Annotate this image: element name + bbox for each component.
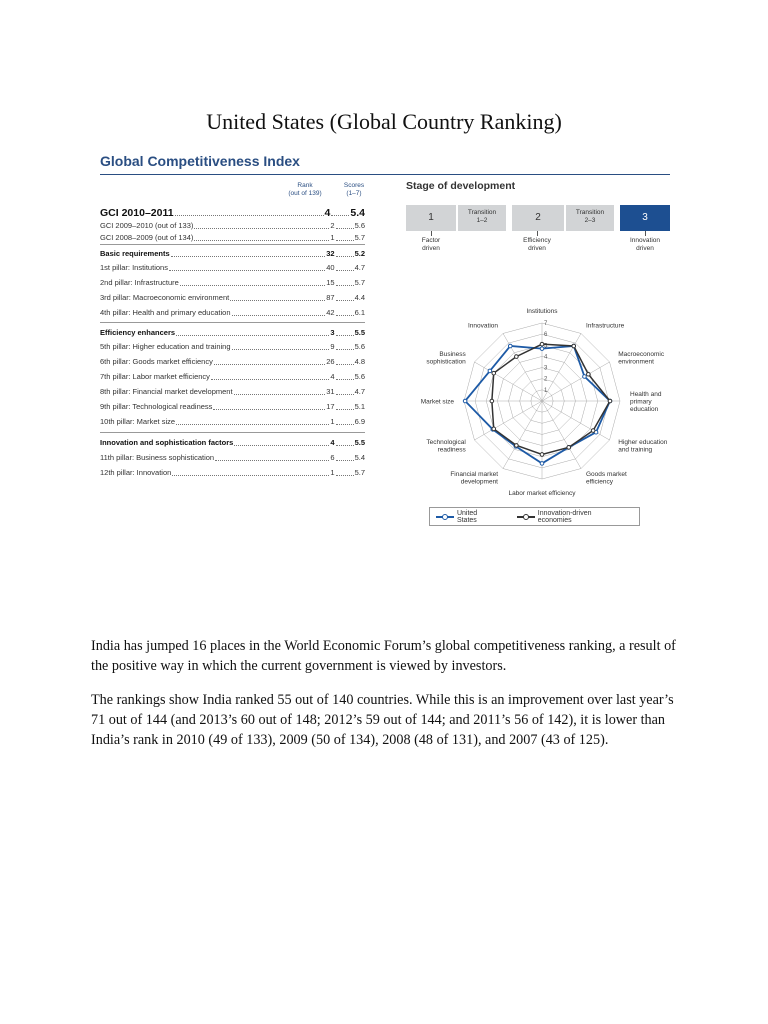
dot-leader: [234, 445, 329, 446]
radar-data-point: [515, 355, 519, 359]
gci-table-row: [100, 261, 365, 273]
dot-leader: [234, 394, 326, 395]
radar-data-point: [567, 446, 571, 450]
chart-legend: [429, 507, 640, 526]
radar-data-point: [508, 344, 512, 348]
dot-leader: [169, 270, 325, 271]
row-label: Efficiency enhancers: [100, 328, 176, 337]
dot-leader: [213, 409, 325, 410]
radar-axis-label: Financial market development: [450, 470, 498, 486]
row-score: 5.6: [354, 372, 365, 381]
dot-leader: [211, 379, 329, 380]
gci-table-row: [100, 247, 365, 259]
legend-label: Innovation-driven economies: [537, 509, 592, 524]
row-label: 4th pillar: Health and primary education: [100, 308, 231, 317]
gci-table-row: [100, 415, 365, 427]
gci-title-rule: [100, 174, 670, 175]
radar-data-point: [463, 399, 467, 403]
dot-leader: [336, 424, 354, 425]
row-score: 5.6: [354, 221, 365, 230]
gci-title: Global Competitiveness Index: [100, 153, 300, 169]
stage-box: 2: [512, 205, 564, 231]
gci-table-row: [100, 340, 365, 352]
dot-leader: [336, 270, 354, 271]
radar-scale-tick: 7: [544, 321, 548, 327]
radar-axis-label: Higher education and training: [618, 438, 668, 454]
row-rank: 4: [330, 372, 335, 381]
radar-scale-tick: 2: [544, 376, 548, 383]
radar-axis-label: Technological readiness: [426, 438, 466, 454]
row-score: 5.4: [350, 207, 365, 219]
stage-box: 1: [406, 205, 456, 231]
gci-figure: [100, 150, 670, 530]
radar-series-line: [492, 344, 610, 454]
gci-table-row: [100, 400, 365, 412]
legend-item-united-states: [436, 510, 499, 524]
gci-table-row: [100, 355, 365, 367]
radar-data-point: [492, 371, 496, 375]
row-rank: 15: [326, 278, 335, 287]
table-separator: [100, 322, 365, 323]
radar-axis-label: Infrastructure: [586, 322, 625, 330]
radar-scale-tick: 3: [544, 365, 548, 372]
dot-leader: [336, 285, 354, 286]
radar-data-point: [608, 399, 612, 403]
radar-axis-label: Health and primary education: [630, 391, 662, 413]
radar-scale-tick: 1: [544, 387, 548, 394]
gci-table-row: [100, 291, 365, 303]
row-label: 9th pillar: Technological readiness: [100, 402, 213, 411]
row-score: 6.1: [354, 308, 365, 317]
legend-label: United States: [456, 509, 478, 524]
radar-data-point: [587, 372, 591, 376]
row-score: 6.9: [354, 417, 365, 426]
row-label: 10th pillar: Market size: [100, 417, 176, 426]
dot-leader: [176, 424, 329, 425]
row-rank: 40: [326, 263, 335, 272]
table-separator: [100, 432, 365, 433]
row-rank: 32: [326, 249, 335, 258]
row-rank: 42: [326, 308, 335, 317]
row-label: 2nd pillar: Infrastructure: [100, 278, 179, 287]
stage-label: Efficiency driven: [523, 237, 551, 252]
dot-leader: [336, 228, 354, 229]
row-label: 11th pillar: Business sophistication: [100, 453, 215, 462]
row-rank: 17: [326, 402, 335, 411]
radar-data-point: [490, 399, 494, 403]
dot-leader: [171, 256, 326, 257]
dot-leader: [176, 335, 329, 336]
dot-leader: [336, 300, 354, 301]
row-label: Innovation and sophistication factors: [100, 438, 234, 447]
table-separator: [100, 244, 365, 245]
paragraph-1: India has jumped 16 places in the World Economic Forum’s global competitiveness ranking, a result of the positive way in which the current government is viewed by investors.: [91, 638, 676, 674]
radar-data-point: [540, 453, 544, 457]
dot-leader: [336, 240, 354, 241]
row-label: 8th pillar: Financial market development: [100, 387, 233, 396]
radar-data-point: [572, 344, 576, 348]
dot-leader: [194, 240, 329, 241]
score-column-header: Scores (1–7): [343, 182, 365, 197]
gci-table-row: [100, 219, 365, 231]
dot-leader: [336, 379, 354, 380]
dot-leader: [232, 315, 326, 316]
gci-table-row: [100, 370, 365, 382]
radar-axis-label: Macroeconomic environment: [618, 350, 665, 366]
dot-leader: [232, 349, 330, 350]
radar-axis-label: Business sophistication: [426, 350, 466, 366]
radar-data-point: [492, 427, 496, 431]
radar-chart: [406, 280, 670, 502]
radar-axis-label: Market size: [420, 398, 454, 406]
dot-leader: [336, 475, 354, 476]
radar-axis-label: Innovation: [468, 322, 498, 330]
row-label: 6th pillar: Goods market efficiency: [100, 357, 213, 366]
row-rank: 31: [326, 387, 335, 396]
row-label: 7th pillar: Labor market efficiency: [100, 372, 210, 381]
row-rank: 1: [330, 233, 335, 242]
row-rank: 9: [330, 342, 335, 351]
gci-table-row: [100, 204, 365, 218]
row-score: 4.4: [354, 293, 365, 302]
stage-label: Factor driven: [421, 237, 441, 252]
row-label: Basic requirements: [100, 249, 170, 258]
dot-leader: [336, 445, 354, 446]
row-rank: 2: [330, 221, 335, 230]
row-score: 5.6: [354, 342, 365, 351]
row-rank: 4: [324, 207, 331, 219]
radar-data-point: [540, 347, 544, 351]
gci-table-row: [100, 436, 365, 448]
gci-table-row: [100, 306, 365, 318]
gci-table-row: [100, 231, 365, 243]
row-rank: 1: [330, 417, 335, 426]
stage-tick: [645, 231, 646, 236]
row-label: 5th pillar: Higher education and training: [100, 342, 231, 351]
row-rank: 87: [326, 293, 335, 302]
dot-leader: [336, 335, 354, 336]
radar-scale-tick: 5: [544, 343, 548, 350]
row-score: 5.7: [354, 468, 365, 477]
dot-leader: [175, 215, 324, 216]
row-label: GCI 2009–2010 (out of 133): [100, 221, 194, 230]
radar-data-point: [583, 375, 587, 379]
radar-scale-tick: 4: [544, 354, 548, 361]
radar-axis-label: Institutions: [526, 308, 558, 315]
row-label: GCI 2010–2011: [100, 207, 174, 219]
dot-leader: [336, 315, 354, 316]
dot-leader: [172, 475, 329, 476]
row-score: 4.8: [354, 357, 365, 366]
dot-leader: [336, 394, 354, 395]
dot-leader: [336, 460, 354, 461]
row-score: 5.1: [354, 402, 365, 411]
gci-table-row: [100, 326, 365, 338]
dot-leader: [215, 460, 329, 461]
gci-table-row: [100, 466, 365, 478]
row-rank: 4: [330, 438, 335, 447]
gci-table-row: [100, 385, 365, 397]
stage-tick: [537, 231, 538, 236]
radar-axis-label: Labor market efficiency: [508, 490, 576, 497]
radar-data-point: [488, 369, 492, 373]
radar-data-point: [540, 462, 544, 466]
radar-scale-tick: 6: [544, 332, 548, 339]
row-label: 12th pillar: Innovation: [100, 468, 172, 477]
stage-label: Innovation driven: [630, 237, 660, 252]
radar-data-point: [540, 342, 544, 346]
row-score: 4.7: [354, 387, 365, 396]
dot-leader: [331, 215, 349, 216]
dot-leader: [194, 228, 329, 229]
row-label: 3rd pillar: Macroeconomic environment: [100, 293, 230, 302]
dot-leader: [336, 409, 354, 410]
radar-data-point: [515, 444, 519, 448]
stage-tick: [431, 231, 432, 236]
row-score: 5.4: [354, 453, 365, 462]
legend-swatch-innovation-driven: [517, 513, 535, 521]
paragraph-2: The rankings show India ranked 55 out of 140 countries. While this is an improvement over last year’s 71 out of 144 (and 2013’s 60 out of 148; 2012’s 59 out of 144; and 2011’s 56 of 142), it is lower than India’s rank in 2010 (49 of 133), 2009 (50 of 134), 2008 (48 of 131), and 2007 (43 of 125).: [91, 692, 674, 748]
legend-item-innovation-driven: [517, 510, 627, 524]
dot-leader: [336, 364, 354, 365]
row-score: 4.7: [354, 263, 365, 272]
dot-leader: [336, 256, 354, 257]
row-rank: 26: [326, 357, 335, 366]
gci-table-row: [100, 276, 365, 288]
row-rank: 3: [330, 328, 335, 337]
row-score: 5.5: [354, 328, 365, 337]
legend-swatch-united-states: [436, 513, 454, 521]
row-rank: 6: [330, 453, 335, 462]
row-score: 5.7: [354, 278, 365, 287]
stage-transition-box: Transition 1–2: [458, 205, 506, 231]
row-rank: 1: [330, 468, 335, 477]
document-title: United States (Global Country Ranking): [206, 108, 562, 134]
dot-leader: [230, 300, 325, 301]
gci-table-row: [100, 451, 365, 463]
row-label: 1st pillar: Institutions: [100, 263, 168, 272]
stage-box: 3: [620, 205, 670, 231]
stage-transition-box: Transition 2–3: [566, 205, 614, 231]
rank-column-header: Rank (out of 139): [288, 182, 322, 197]
row-score: 5.2: [354, 249, 365, 258]
stage-of-development-title: Stage of development: [406, 180, 516, 192]
row-score: 5.7: [354, 233, 365, 242]
row-label: GCI 2008–2009 (out of 134): [100, 233, 194, 242]
dot-leader: [180, 285, 325, 286]
dot-leader: [214, 364, 325, 365]
row-score: 5.5: [354, 438, 365, 447]
radar-data-point: [591, 429, 595, 433]
radar-axis-label: Goods market efficiency: [586, 470, 627, 486]
dot-leader: [336, 349, 354, 350]
